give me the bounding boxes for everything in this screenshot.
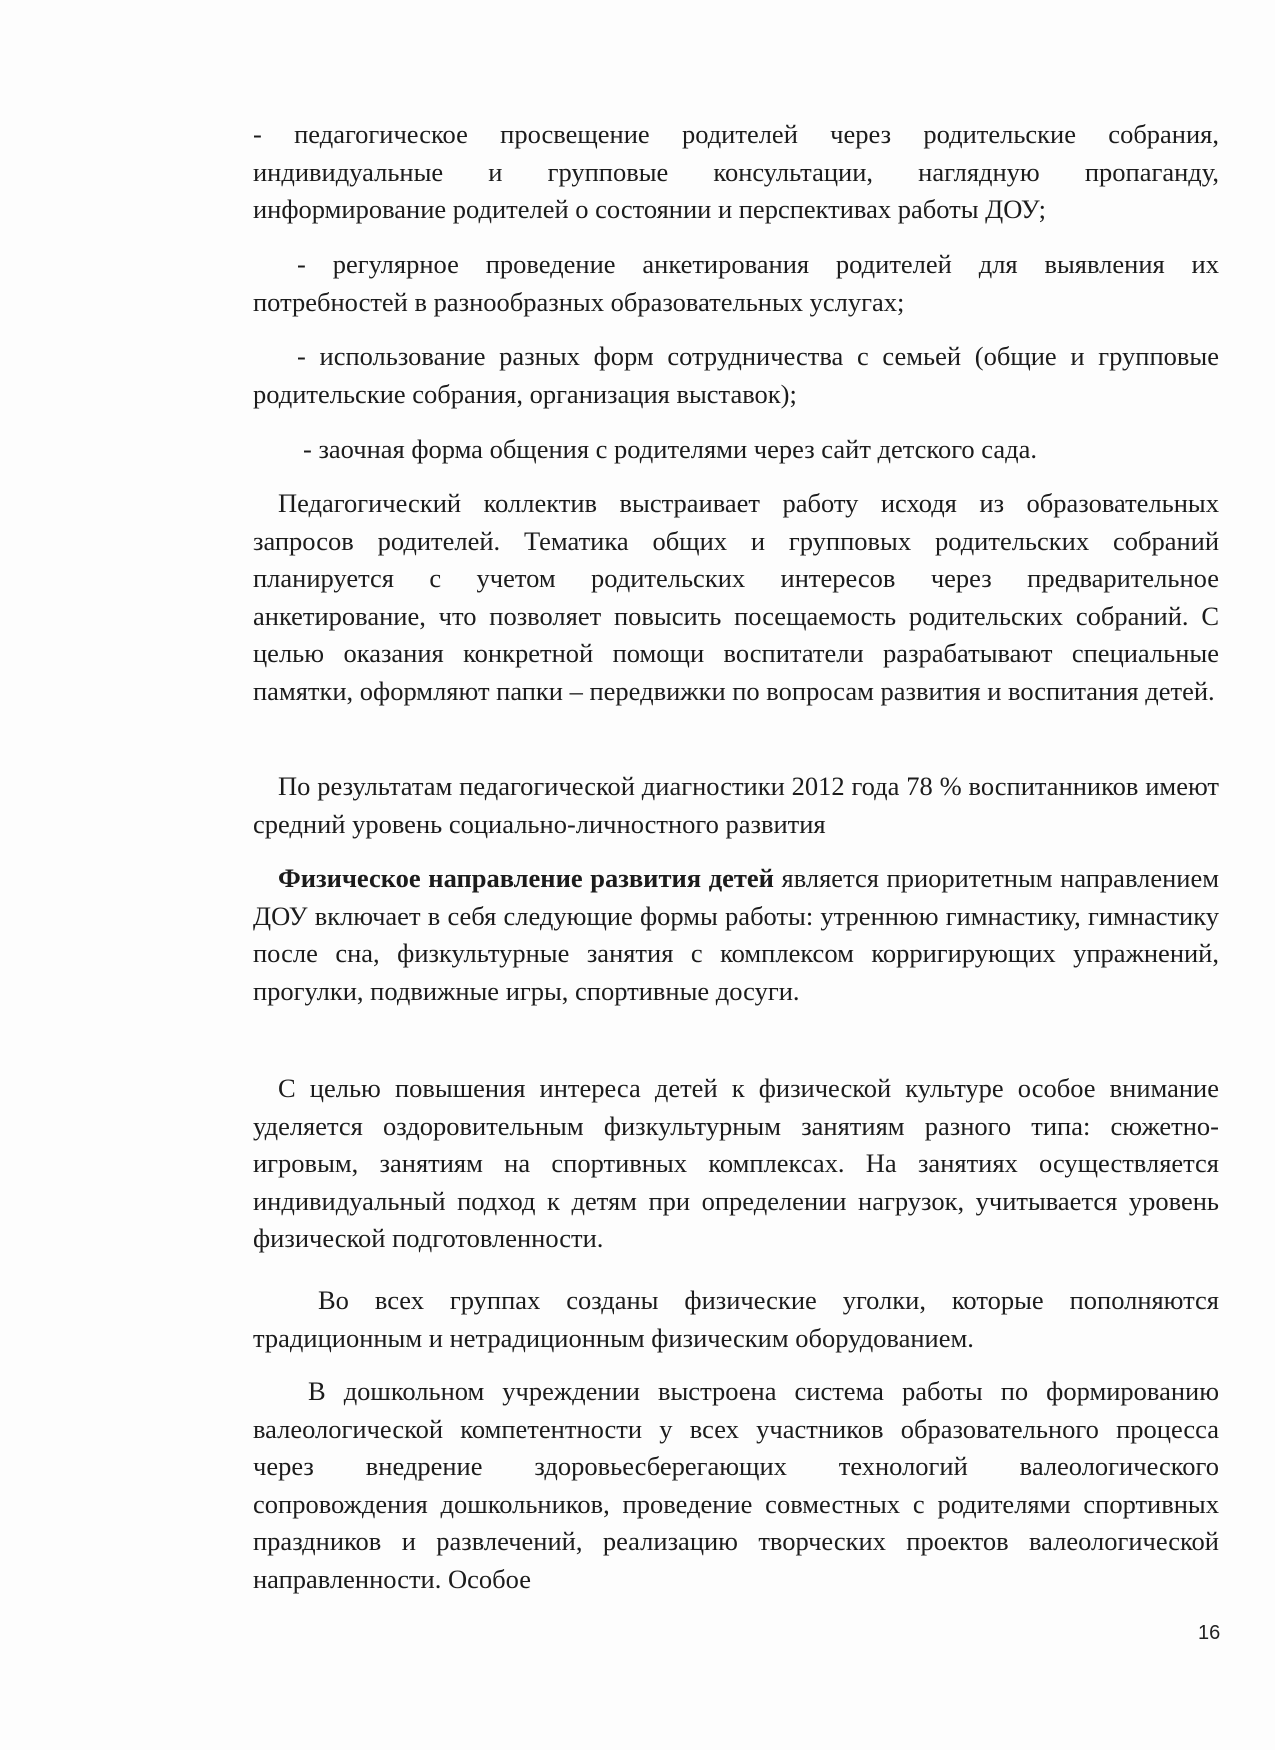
paragraph-parent-survey (253, 246, 1219, 321)
paragraph-text: С целью повышения интереса детей к физической культуре особое внимание уделяется оздоровительным физкультурным занятиям разного типа: сюжетно-игровым, занятиям на спортивных комплексах. На занятиях осуществляется индивидуальный подход к детям при определении нагрузок, учитывается уровень физической подготовленности. (253, 1073, 1219, 1253)
paragraph-family-cooperation (253, 338, 1219, 413)
paragraph-text: - использование разных форм сотрудничества с семьей (общие и групповые родительские собрания, организация выставок); (253, 341, 1219, 409)
paragraph-online-communication (253, 431, 1219, 469)
paragraph-text: - заочная форма общения с родителями через сайт детского сада. (303, 434, 1038, 464)
page-number: 16 (1198, 1622, 1221, 1644)
paragraph-physical-culture (253, 1070, 1219, 1258)
paragraph-text: - педагогическое просвещение родителей через родительские собрания, индивидуальные и групповые консультации, наглядную пропаганду, информирование родителей о состоянии и перспективах работы ДОУ; (253, 119, 1219, 224)
paragraph-text: - регулярное проведение анкетирования родителей для выявления их потребностей в разнообразных образовательных услугах; (253, 249, 1219, 317)
paragraph-valeology (253, 1373, 1219, 1598)
paragraph-diagnostics (253, 768, 1219, 843)
paragraph-sport-corners (253, 1282, 1219, 1357)
paragraph-bold-heading: Физическое направление развития детей (278, 863, 774, 893)
paragraph-physical-direction (253, 860, 1219, 1010)
paragraph-text: В дошкольном учреждении выстроена система работы по формированию валеологической компетентности у всех участников образовательного процесса через внедрение здоровьесберегающих технологий валеологического сопровождения дошкольников, проведение совместных с родителями спортивных праздников и развлечений, реализацию творческих проектов валеологической направленности. Особое (253, 1376, 1219, 1594)
paragraph-text: Педагогический коллектив выстраивает работу исходя из образовательных запросов родителей. Тематика общих и групповых родительских собраний планируется с учетом родительских интересов через предварительное анкетирование, что позволяет повысить посещаемость родительских собраний. С целью оказания конкретной помощи воспитатели разрабатывают специальные памятки, оформляют папки – передвижки по вопросам развития и воспитания детей. (253, 488, 1219, 706)
paragraph-body: является приоритетным направлением ДОУ включает в себя следующие формы работы: утреннюю гимнастику, гимнастику после сна, физкультурные занятия с комплексом корригирующих упражнений, прогулки, подвижные игры, спортивные досуги. (253, 863, 1219, 1006)
paragraph-text: Во всех группах созданы физические уголки, которые пополняются традиционным и нетрадиционным физическим оборудованием. (253, 1285, 1219, 1353)
paragraph-parent-education (253, 116, 1219, 229)
paragraph-text: По результатам педагогической диагностики 2012 года 78 % воспитанников имеют средний уровень социально-личностного развития (253, 771, 1219, 839)
paragraph-teaching-staff (253, 485, 1219, 710)
paragraph-text (253, 860, 1219, 1010)
